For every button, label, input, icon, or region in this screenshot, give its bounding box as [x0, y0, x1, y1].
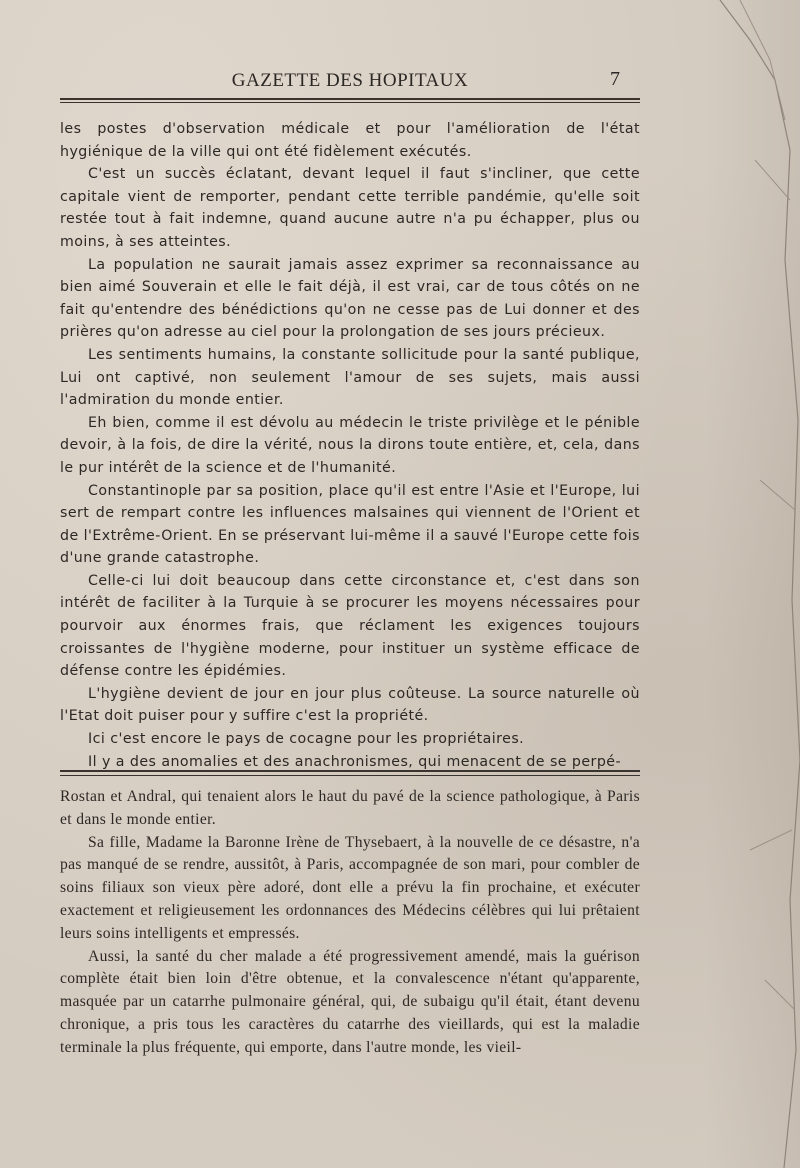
- paragraph: Rostan et Andral, qui tenaient alors le haut du pavé de la science pathologique, à Paris et dans le monde entier.: [60, 788, 640, 828]
- page-number: 7: [610, 68, 620, 90]
- paragraph: C'est un succès éclatant, devant lequel il faut s'incliner, que cette capitale vient de remporter, pendant cette terrible pandémie, qu'elle soit restée tout à fait indemne, quand aucune autre n'a pu échapper, plus ou moins, à ses atteintes.: [60, 166, 640, 250]
- paragraph: Ici c'est encore le pays de cocagne pour les propriétaires.: [88, 731, 525, 748]
- page-header: [60, 68, 640, 94]
- paragraph: Eh bien, comme il est dévolu au médecin le triste privilège et le pénible devoir, à la fois, de dire la vérité, nous la dirons toute entière, et, cela, dans le pur intérêt de la science et de l'humanité.: [60, 414, 640, 476]
- section-separator-thin: [60, 775, 640, 776]
- paragraph: les postes d'observation médicale et pour l'amélioration de l'état hygiénique de la ville qui ont été fidèlement exécutés.: [60, 121, 640, 160]
- paragraph: Les sentiments humains, la constante sollicitude pour la santé publique, Lui ont captivé, non seulement l'amour de ses sujets, mais aussi l'admiration du monde entier.: [60, 346, 640, 409]
- lower-article-text: [60, 786, 640, 1060]
- paragraph: Sa fille, Madame la Baronne Irène de Thysebaert, à la nouvelle de ce désastre, n'a pas manqué de se rendre, aussitôt, à Paris, accompagnée de son mari, pour combler de soins filiaux son vieux père adoré, dont elle a prévu la fin prochaine, et exécuter exactement et religieusement les ordonnances des Médecins célèbres qui lui prêtaient leurs soins intelligents et empressés.: [60, 833, 640, 942]
- paragraph: Aussi, la santé du cher malade a été progressivement amendé, mais la guérison complète était bien loin d'être obtenue, et la convalescence n'étant qu'apparente, masquée par un catarrhe pulmonaire général, qui, de subaigu qu'il était, étant devenu chronique, a pris tous les caractères du catarrhe des vieillards, qui est la maladie terminale la plus fréquente, qui emporte, dans l'autre monde, les vieil-: [60, 947, 640, 1056]
- header-rule: [60, 98, 640, 100]
- journal-title: GAZETTE DES HOPITAUX: [231, 70, 469, 91]
- upper-article-text: [60, 118, 640, 773]
- paragraph: Celle-ci lui doit beaucoup dans cette circonstance et, c'est dans son intérêt de faciliter à la Turquie à se procurer les moyens nécessaires pour pourvoir aux énormes frais, que réclament les exigences toujours croissantes de l'hygiène moderne, pour instituer un système efficace de défense contre les épidémies.: [60, 572, 640, 680]
- paragraph: La population ne saurait jamais assez exprimer sa reconnaissance au bien aimé Souverain et elle le fait déjà, il est vrai, car de tous côtés on ne fait qu'entendre des bénédictions qu'on ne cesse pas de Lui donner et des prières qu'on adresse au ciel pour la prolongation de ses jours précieux.: [60, 256, 640, 341]
- header-rule-thin: [60, 102, 640, 103]
- section-separator: [60, 770, 640, 772]
- page-edge-shadow: [680, 0, 800, 1168]
- paragraph: Constantinople par sa position, place qu'il est entre l'Asie et l'Europe, lui sert de rempart contre les influences malsaines qui viennent de l'Orient et de l'Extrême-Orient. En se préservant lui-même il a sauvé l'Europe cette fois d'une grande catastrophe.: [60, 482, 640, 567]
- paragraph: Il y a des anomalies et des anachronismes, qui menacent de se perpé-: [88, 753, 622, 770]
- paragraph: L'hygiène devient de jour en jour plus coûteuse. La source naturelle où l'Etat doit puiser pour y suffire c'est la propriété.: [60, 685, 640, 725]
